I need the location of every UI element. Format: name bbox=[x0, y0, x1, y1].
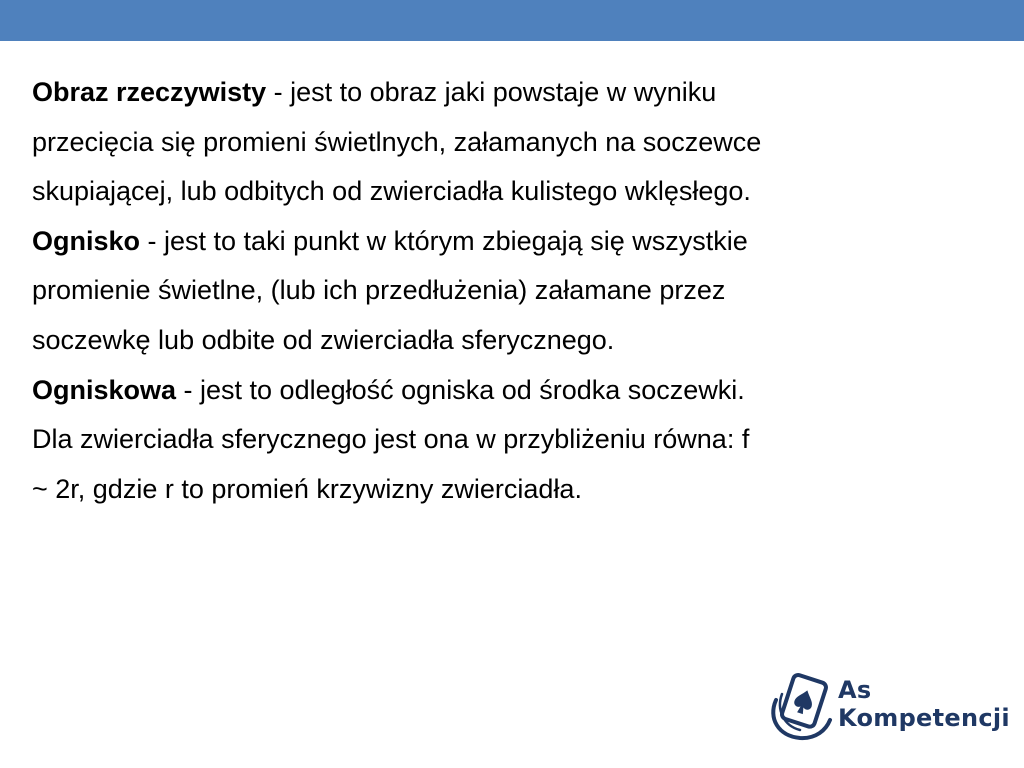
slide-body bbox=[32, 68, 992, 514]
paragraph-line: ~ 2r, gdzie r to promień krzywizny zwierciadła. bbox=[32, 473, 582, 504]
definition-text: - jest to taki punkt w którym zbiegają się wszystkie bbox=[140, 225, 748, 256]
paragraph-line bbox=[32, 366, 992, 416]
paragraph-line: soczewkę lub odbite od zwierciadła sferycznego. bbox=[32, 324, 615, 355]
term-heading: Obraz rzeczywisty bbox=[32, 77, 267, 107]
definition-text: - jest to odległość ogniska od środka soczewki. bbox=[176, 374, 745, 405]
as-kompetencji-logo bbox=[766, 670, 1010, 750]
top-accent-bar bbox=[0, 0, 1024, 41]
logo-text-line1: As bbox=[838, 676, 872, 704]
paragraph-line: skupiającej, lub odbitych od zwierciadła kulistego wklęsłego. bbox=[32, 176, 751, 207]
paragraph-line: przecięcia się promieni świetlnych, załamanych na soczewce bbox=[32, 126, 762, 157]
logo-text-line2: Kompetencji bbox=[838, 704, 1010, 732]
term-heading: Ognisko bbox=[32, 225, 141, 256]
definition-text: - jest to obraz jaki powstaje w wyniku bbox=[266, 77, 717, 107]
paragraph-line bbox=[32, 217, 992, 267]
card-spade-logo-icon bbox=[766, 670, 836, 742]
logo-wordmark bbox=[838, 676, 1010, 732]
paragraph-line: Dla zwierciadła sferycznego jest ona w przybliżeniu równa: f bbox=[32, 424, 750, 455]
paragraph-line bbox=[32, 68, 992, 118]
paragraph-line: promienie świetlne, (lub ich przedłużenia) załamane przez bbox=[32, 275, 726, 306]
term-heading: Ogniskowa bbox=[32, 374, 177, 405]
